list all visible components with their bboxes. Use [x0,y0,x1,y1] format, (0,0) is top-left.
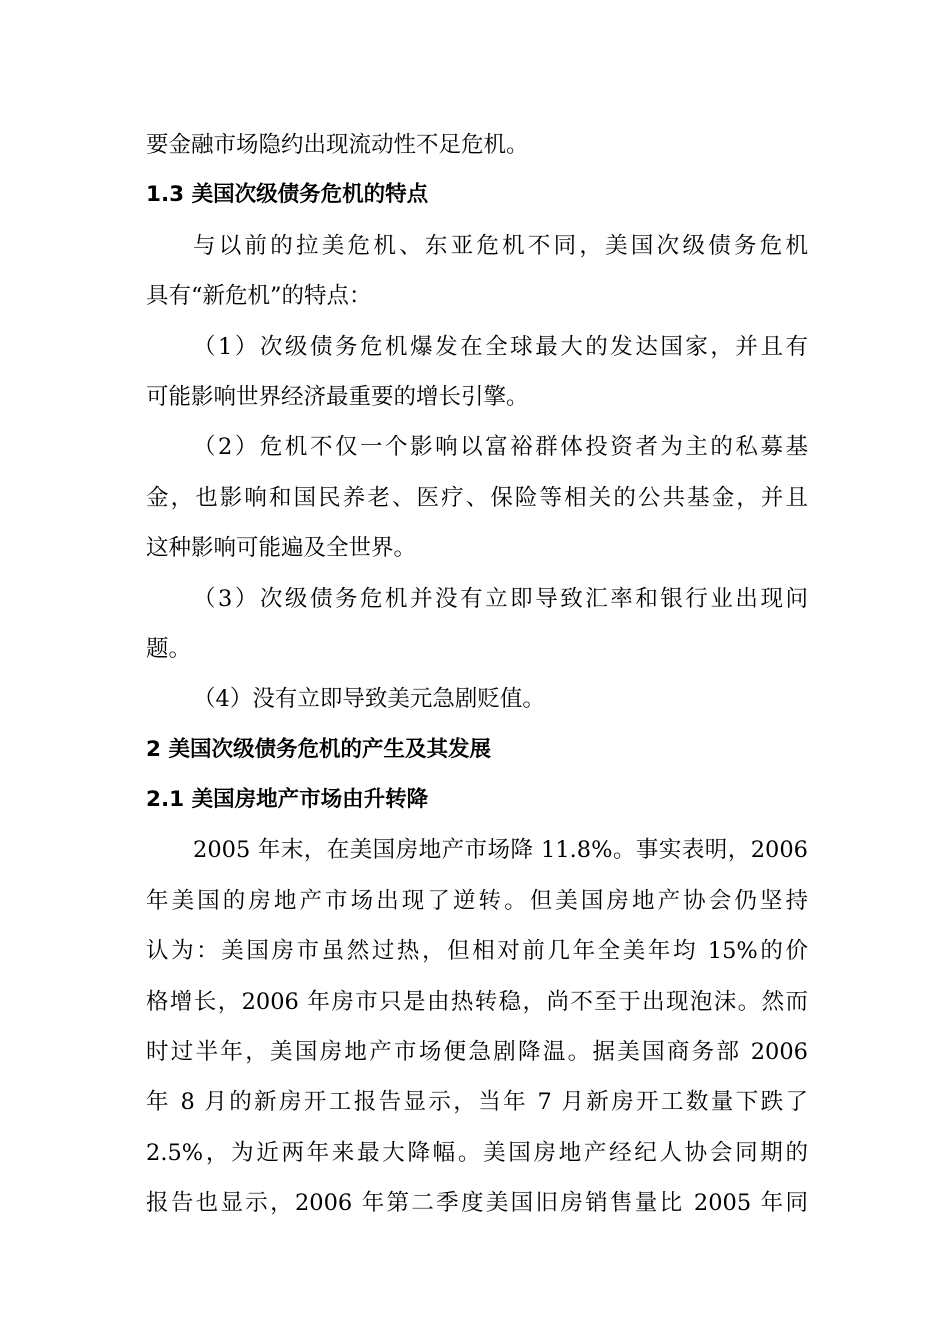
paragraph-line: 可能影响世界经济最重要的增长引擎。 [146,383,529,410]
paragraph-line: 2005 年末，在美国房地产市场降 11.8%。事实表明，2006 [193,837,808,864]
paragraph-line: 2.5%，为近两年来最大降幅。美国房地产经纪人协会同期的 [146,1139,808,1166]
section-heading: 2.1 美国房地产市场由升转降 [146,787,429,813]
paragraph-line: （1）次级债务危机爆发在全球最大的发达国家，并且有 [193,333,808,360]
paragraph-line: 时过半年，美国房地产市场便急剧降温。据美国商务部 2006 [146,1039,808,1066]
paragraph-line: （3）次级债务危机并没有立即导致汇率和银行业出现问 [193,585,808,612]
paragraph-line: 金，也影响和国民养老、医疗、保险等相关的公共基金，并且 [146,484,808,511]
paragraph-line: 认为：美国房市虽然过热，但相对前几年全美年均 15%的价 [146,938,808,965]
document-page [146,120,808,1229]
paragraph-line: 要金融市场隐约出现流动性不足危机。 [146,132,529,158]
paragraph-line: 与以前的拉美危机、东亚危机不同，美国次级债务危机 [193,232,808,259]
paragraph-line: 这种影响可能遍及全世界。 [146,535,417,562]
paragraph-line: 年美国的房地产市场出现了逆转。但美国房地产协会仍坚持 [146,887,808,914]
section-heading: 1.3 美国次级债务危机的特点 [146,182,429,208]
paragraph-line: 具有“新危机”的特点： [146,283,372,310]
paragraph-line: 报告也显示，2006 年第二季度美国旧房销售量比 2005 年同 [146,1190,808,1217]
paragraph-line: 题。 [146,635,192,662]
paragraph-line: （4）没有立即导致美元急剧贬值。 [193,686,545,713]
section-heading: 2 美国次级债务危机的产生及其发展 [146,736,491,762]
paragraph-line: 年 8 月的新房开工报告显示，当年 7 月新房开工数量下跌了 [146,1089,808,1116]
paragraph-line: 格增长，2006 年房市只是由热转稳，尚不至于出现泡沫。然而 [146,988,808,1015]
paragraph-line: （2）危机不仅一个影响以富裕群体投资者为主的私募基 [193,434,808,461]
